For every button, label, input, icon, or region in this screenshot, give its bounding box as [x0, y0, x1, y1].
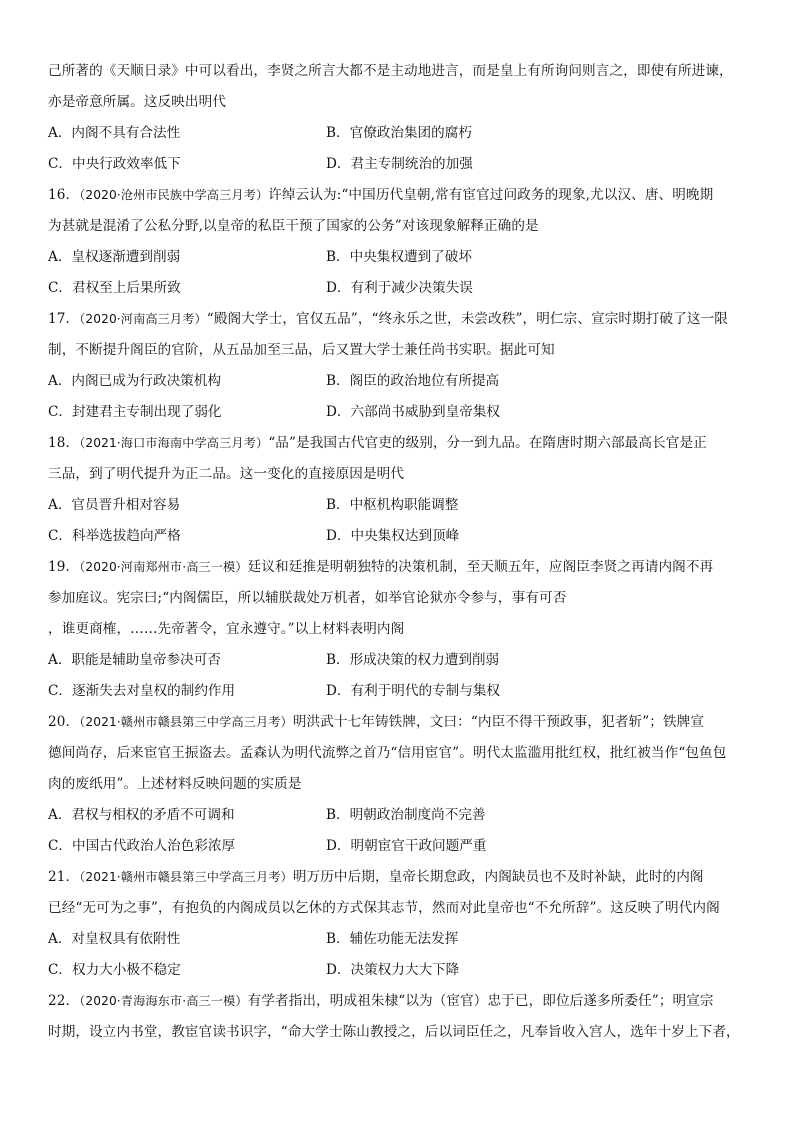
option-a: A．皇权逐渐遭到削弱: [48, 249, 181, 265]
option-row: [48, 273, 760, 304]
option-a: A．内阁不具有合法性: [48, 125, 181, 141]
option-b: B．官僚政治集团的腐朽: [326, 125, 472, 141]
question-18-first-line: [48, 428, 760, 459]
option-c: C．封建君主专制出现了弱化: [48, 404, 222, 420]
option-c: C．中央行政效率低下: [48, 156, 181, 172]
question-text-line: 制，不断提升阁臣的官阶，从五品加至三品，后又置大学士兼任尚书实职。据此可知: [48, 342, 555, 358]
question-text: 廷议和廷推是明朝独特的决策机制，至天顺五年，应阁臣李贤之再请内阁不再: [247, 559, 714, 575]
question-text-line: 已经“无可为之事”，有抱负的内阁成员以乞休的方式保其志节，然而对此皇帝也“不允所辞”。这反映了明代内阁: [48, 900, 720, 916]
question-number: 20．: [48, 714, 80, 730]
question-number: 19．: [48, 559, 80, 575]
question-source: （2020·河南郑州市·高三一模）: [79, 560, 248, 574]
question-19-first-line: [48, 552, 760, 583]
question-text-line: 为甚就是混淆了公私分野,以皇帝的私臣干预了国家的公务”对该现象解释正确的是: [48, 218, 539, 234]
option-row: [48, 800, 760, 831]
option-a: A．对皇权具有依附性: [48, 931, 181, 947]
option-a: A．君权与相权的矛盾不可调和: [48, 807, 235, 823]
question-source: （2020·青海海东市·高三一模）: [79, 994, 248, 1008]
option-c: C．中国古代政治人治色彩浓厚: [48, 838, 236, 854]
option-c: C．君权至上后果所致: [48, 280, 181, 296]
option-a: A．职能是辅助皇帝参决可否: [48, 652, 221, 668]
question-text-line: 德间尚存，后来宦官王振盗去。孟森认为明代流弊之首乃“信用宦官”。明代太监滥用批红权，批红被当作“包鱼包: [48, 745, 727, 761]
option-row: [48, 831, 760, 862]
question-source: （2020·沧州市民族中学高三月考）: [79, 188, 269, 202]
question-text: 许绰云认为:“中国历代皇朝,常有宦官过问政务的现象,尤以汉、唐、明晚期: [268, 187, 714, 203]
option-row: [48, 490, 760, 521]
option-row: [48, 645, 760, 676]
question-text-line: ，谁更商榷，……先帝著令，宜永遵守。”以上材料表明内阁: [48, 621, 405, 637]
question-source: （2021·海口市海南中学高三月考）: [79, 436, 269, 450]
question-text-line: 肉的废纸用”。上述材料反映问题的实质是: [48, 776, 302, 792]
option-row: [48, 149, 760, 180]
question-text-line: 参加庭议。宪宗曰;“内阁儒臣，所以辅朕裁处万机者，如举官论狱亦令参与，事有可否: [48, 590, 567, 606]
question-text: “品”是我国古代官吏的级别，分一到九品。在隋唐时期六部最高长官是正: [268, 435, 707, 451]
question-text: “殿阁大学士，官仅五品”，“终永乐之世，未尝改秩”，明仁宗、宣宗时期打破了这一限: [206, 311, 728, 327]
question-number: 22．: [48, 993, 80, 1009]
option-c: C．逐渐失去对皇权的制约作用: [48, 683, 236, 699]
option-d: D．六部尚书威胁到皇帝集权: [326, 404, 501, 420]
option-d: D．中央集权达到顶峰: [326, 528, 460, 544]
question-text-line: 亦是帝意所属。这反映出明代: [48, 94, 227, 110]
question-text: 明万历中后期，皇帝长期怠政，内阁缺员也不及时补缺，此时的内阁: [292, 869, 704, 885]
option-row: [48, 118, 760, 149]
question-17-first-line: [48, 304, 760, 335]
question-20-first-line: [48, 707, 760, 738]
question-text-line: 时期，设立内书堂，教宦官读书识字，“命大学士陈山教授之，后以词臣任之，凡奉旨收入宫人，选年十岁上下者，: [48, 1024, 740, 1040]
option-b: B．辅佐功能无法发挥: [326, 931, 459, 947]
question-source: （2021·赣州市赣县第三中学高三月考）: [79, 715, 293, 729]
question-text: 有学者指出，明成祖朱棣“以为（宦官）忠于已，即位后遂多所委任”；明宣宗: [247, 993, 714, 1009]
option-b: B．阁臣的政治地位有所提高: [326, 373, 500, 389]
option-row: [48, 955, 760, 986]
question-text-line: 己所著的《天顺日录》中可以看出，李贤之所言大都不是主动地进言，而是皇上有所询问则言之，即使有所进谏，: [48, 63, 733, 79]
option-row: [48, 521, 760, 552]
option-row: [48, 397, 760, 428]
question-number: 17．: [48, 311, 80, 327]
option-b: B．中央集权遭到了破坏: [326, 249, 472, 265]
option-row: [48, 242, 760, 273]
option-c: C．科举选拔趋向严格: [48, 528, 181, 544]
option-b: B．中枢机构职能调整: [326, 497, 459, 513]
option-b: B．明朝政治制度尚不完善: [326, 807, 486, 823]
question-text: 明洪武十七年铸铁牌，文曰：“内臣不得干预政事，犯者斩”；铁牌宣: [292, 714, 705, 730]
option-row: [48, 676, 760, 707]
option-d: D．决策权力大大下降: [326, 962, 460, 978]
question-text-line: 三品，到了明代提升为正二品。这一变化的直接原因是明代: [48, 466, 405, 482]
question-source: （2021·赣州市赣县第三中学高三月考）: [79, 870, 293, 884]
option-d: D．有利于明代的专制与集权: [326, 683, 501, 699]
option-a: A．内阁已成为行政决策机构: [48, 373, 221, 389]
option-row: [48, 924, 760, 955]
option-a: A．官员晋升相对容易: [48, 497, 181, 513]
option-d: D．君主专制统治的加强: [326, 156, 473, 172]
option-row: [48, 366, 760, 397]
question-number: 18．: [48, 435, 80, 451]
question-16-first-line: [48, 180, 760, 211]
question-number: 21．: [48, 869, 80, 885]
exam-page: [48, 56, 760, 1048]
question-number: 16．: [48, 187, 80, 203]
option-d: D．明朝宦官干政问题严重: [326, 838, 487, 854]
question-21-first-line: [48, 862, 760, 893]
option-c: C．权力大小极不稳定: [48, 962, 181, 978]
option-d: D．有利于减少决策失误: [326, 280, 473, 296]
question-22-first-line: [48, 986, 760, 1017]
option-b: B．形成决策的权力遭到削弱: [326, 652, 500, 668]
question-source: （2020·河南高三月考）: [79, 312, 207, 326]
